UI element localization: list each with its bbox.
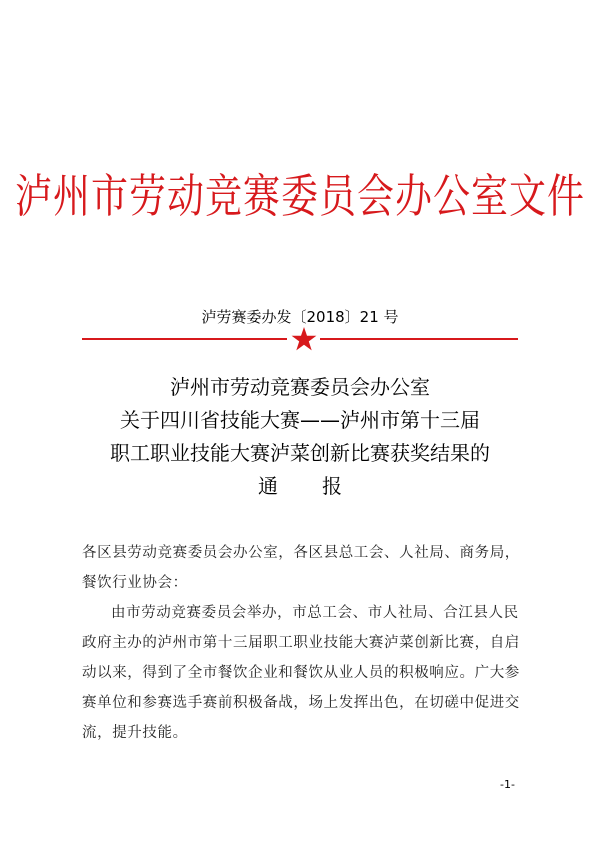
red-star-icon (291, 326, 317, 352)
body-paragraph: 由市劳动竞赛委员会举办，市总工会、市人社局、合江县人民政府主办的泸州市第十三届职工职业技能大赛泸菜创新比赛，自启动以来，得到了全市餐饮企业和餐饮从业人员的积极响应。广大参赛单位和参赛选手赛前积极备战，场上发挥出色，在切磋中促进交流，提升技能。 (82, 605, 520, 741)
page-number: -1- (500, 778, 515, 791)
notice-title-line-4: 通报 (258, 474, 386, 498)
document-header-title: 泸州市劳动竞赛委员会办公室文件 (15, 169, 585, 223)
red-divider-right (320, 338, 518, 340)
document-body (82, 538, 522, 748)
salutation: 各区县劳动竞赛委员会办公室，各区县总工会、人社局、商务局，餐饮行业协会： (82, 545, 520, 591)
red-divider-left (82, 338, 287, 340)
notice-title (0, 371, 600, 503)
notice-title-line-1: 泸州市劳动竞赛委员会办公室 (170, 375, 430, 399)
notice-title-line-3: 职工职业技能大赛泸菜创新比赛获奖结果的 (110, 441, 490, 465)
document-number: 泸劳赛委办发〔2018〕21 号 (201, 308, 399, 326)
notice-title-line-2: 关于四川省技能大赛——泸州市第十三届 (120, 408, 480, 432)
